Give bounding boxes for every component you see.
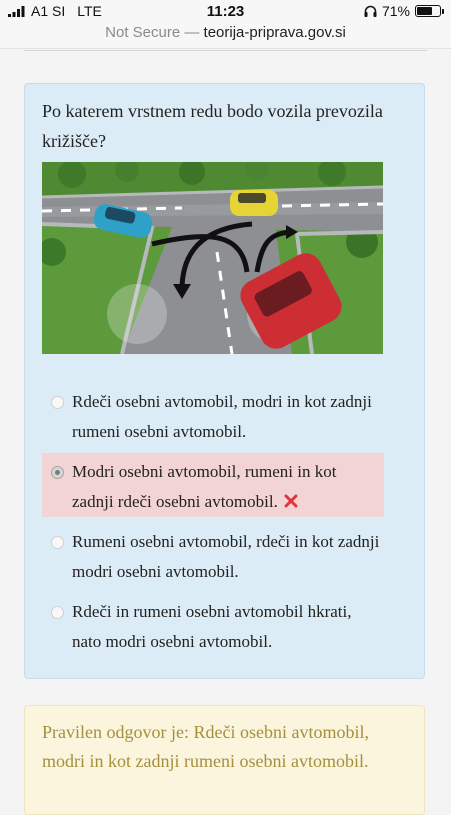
answer-text xyxy=(72,457,382,517)
question-card xyxy=(24,83,425,679)
answer-option-1[interactable] xyxy=(42,383,384,447)
battery-fill xyxy=(417,7,432,15)
intersection-illustration xyxy=(42,162,383,354)
radio-button-selected[interactable] xyxy=(51,466,64,479)
yellow-car xyxy=(230,190,278,216)
question-text: Po katerem vrstnem redu bodo vozila prevozila križišče? xyxy=(42,101,383,151)
intersection-image xyxy=(42,162,383,354)
battery-icon xyxy=(415,5,441,17)
battery-percent: 71% xyxy=(381,3,410,19)
radio-button[interactable] xyxy=(51,396,64,409)
radio-button[interactable] xyxy=(51,536,64,549)
red-cross-icon xyxy=(284,494,298,508)
answer-list xyxy=(42,383,384,663)
address-bar[interactable] xyxy=(0,24,451,49)
status-bar xyxy=(0,0,451,24)
answer-option-4[interactable] xyxy=(42,593,384,657)
feedback-text: Pravilen odgovor je: Rdeči osebni avtomobil, modri in kot zadnji rumeni osebni avtomobil. xyxy=(42,722,369,771)
answer-option-2[interactable] xyxy=(42,453,384,517)
status-right xyxy=(364,3,441,19)
answer-option-3[interactable] xyxy=(42,523,384,587)
answer-text: Rdeči in rumeni osebni avtomobil hkrati, nato modri osebni avtomobil. xyxy=(72,602,352,651)
headphones-icon xyxy=(364,5,377,17)
correct-answer-feedback xyxy=(24,705,425,815)
url-domain: teorija-priprava.gov.si xyxy=(203,24,346,41)
clock: 11:23 xyxy=(206,3,245,20)
divider xyxy=(24,50,427,51)
answer-text: Rdeči osebni avtomobil, modri in kot zadnji rumeni osebni avtomobil. xyxy=(72,392,372,441)
network-label: LTE xyxy=(77,3,102,19)
answer-text: Rumeni osebni avtomobil, rdeči in kot zadnji modri osebni avtomobil. xyxy=(72,532,380,581)
radio-button[interactable] xyxy=(51,606,64,619)
answer-label: Modri osebni avtomobil, rumeni in kot zadnji rdeči osebni avtomobil. xyxy=(72,462,337,511)
security-warning: Not Secure — xyxy=(105,24,200,41)
carrier-label: A1 SI xyxy=(31,3,66,19)
